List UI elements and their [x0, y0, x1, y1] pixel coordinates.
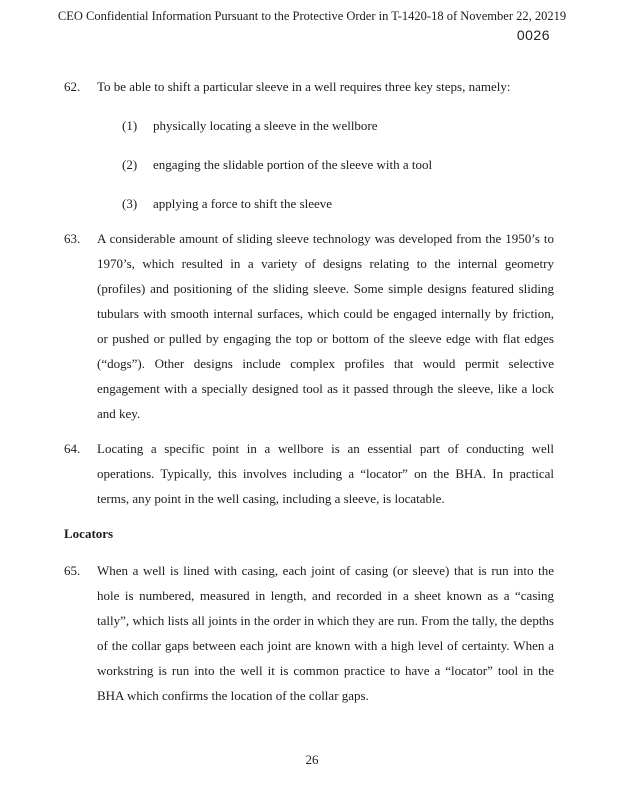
list-item-3-label: (3) [122, 196, 138, 211]
paragraph-63-number: 63. [64, 231, 81, 246]
confidentiality-header: CEO Confidential Information Pursuant to the Protective Order in T-1420-18 of November 22, 20219 [57, 9, 567, 23]
list-item-1 [97, 113, 554, 138]
paragraph-65 [64, 558, 554, 708]
page-number: 26 [305, 752, 319, 767]
paragraph-62 [64, 74, 554, 216]
paragraph-62-number: 62. [64, 79, 81, 94]
paragraph-65-body [97, 558, 554, 708]
list-item-2 [97, 152, 554, 177]
list-item-2-text: engaging the slidable portion of the sleeve with a tool [153, 157, 433, 172]
document-body [64, 74, 554, 708]
locators-heading: Locators [64, 526, 114, 541]
list-item-3-text: applying a force to shift the sleeve [153, 196, 333, 211]
paragraph-64-text: Locating a specific point in a wellbore is an essential part of conducting well operations. Typically, this involves including a “locator” on the BHA. In practical terms, any point in the well casing, including a sleeve, is locatable. [97, 441, 554, 506]
paragraph-65-text: When a well is lined with casing, each joint of casing (or sleeve) that is run into the hole is numbered, measured in length, and recorded in a sheet known as a “casing tally”, which lists all joints in the order in which they are run. From the tally, the depths of the collar gaps between each joint are known with a high level of certainty. When a workstring is run into the well it is common practice to have a “locator” tool in the BHA which confirms the location of the collar gaps. [97, 563, 554, 703]
paragraph-63-body [97, 226, 554, 426]
paragraph-64 [64, 436, 554, 511]
list-item-1-text: physically locating a sleeve in the wellbore [153, 118, 378, 133]
paragraph-64-number: 64. [64, 441, 81, 456]
list-item-1-label: (1) [122, 118, 138, 133]
bates-number: 0026 [516, 27, 550, 43]
list-item-3 [97, 191, 554, 216]
paragraph-64-body [97, 436, 554, 511]
paragraph-65-number: 65. [64, 563, 81, 578]
paragraph-62-text: To be able to shift a particular sleeve in a well requires three key steps, namely: [97, 79, 511, 94]
paragraph-63 [64, 226, 554, 426]
paragraph-62-body [97, 74, 554, 216]
paragraph-63-text: A considerable amount of sliding sleeve technology was developed from the 1950’s to 1970’s, which resulted in a variety of designs relating to the internal geometry (profiles) and positioning of the sliding sleeve. Some simple designs featured sliding tubulars with smooth internal surfaces, which could be engaged internally by friction, or pushed or pulled by engaging the top or bottom of the sleeve edge with flat edges (“dogs”). Other designs include complex profiles that would permit selective engagement with a specially designed tool as it passed through the sleeve, like a lock and key. [97, 231, 554, 421]
list-item-2-label: (2) [122, 157, 138, 172]
